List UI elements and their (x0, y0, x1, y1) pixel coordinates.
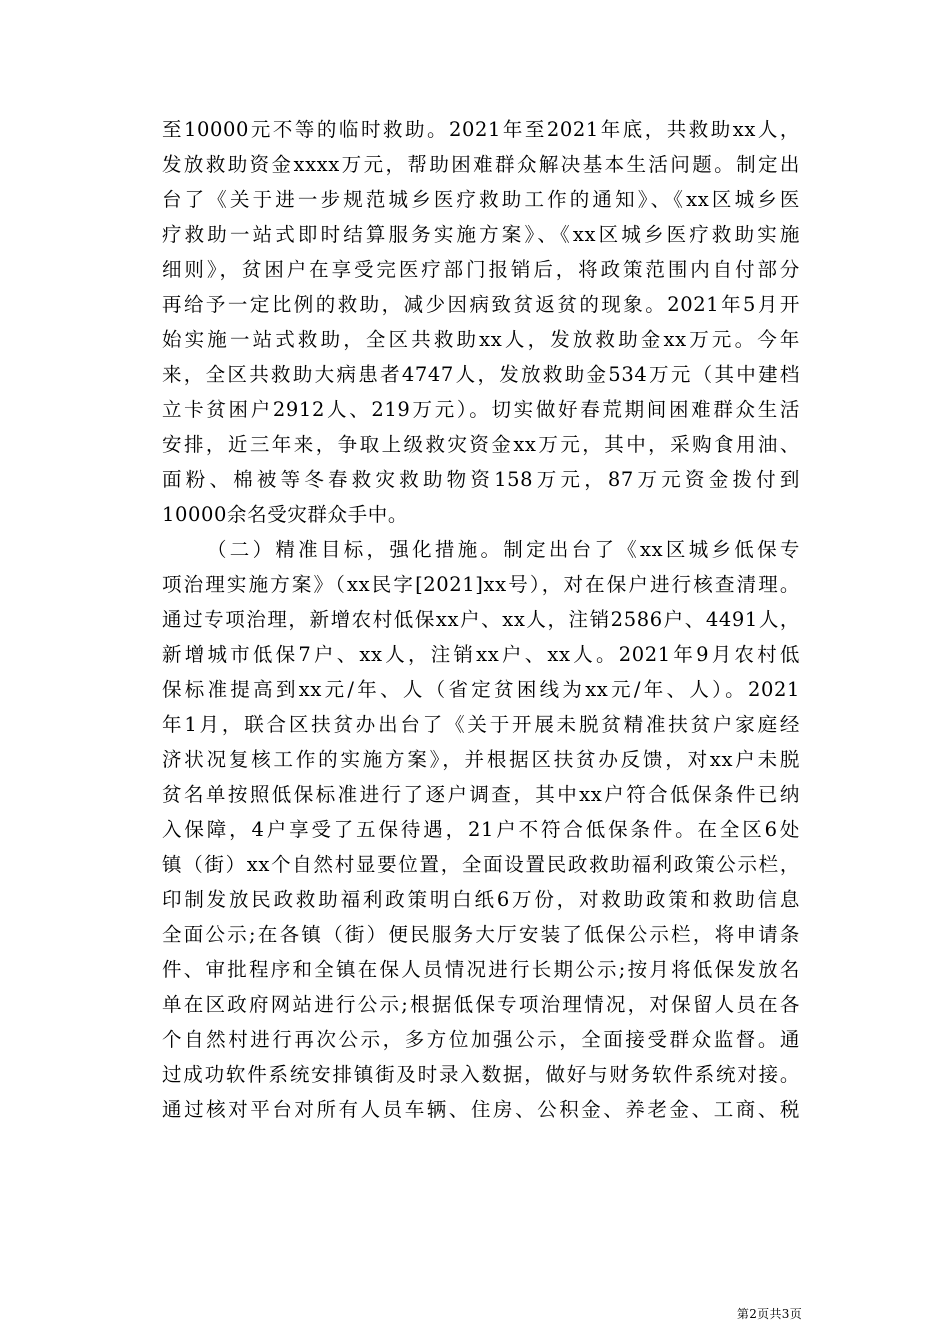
text-line: 通过核对平台对所有人员车辆、住房、公积金、养老金、工商、税 (162, 1098, 800, 1121)
text-line: 入保障，4户享受了五保待遇，21户不符合低保条件。在全区6处 (162, 818, 800, 841)
text-line: 至10000元不等的临时救助。2021年至2021年底，共救助xx人， (162, 118, 800, 141)
text-line: 通过专项治理，新增农村低保xx户、xx人，注销2586户、4491人， (162, 608, 800, 631)
text-line: 济状况复核工作的实施方案》，并根据区扶贫办反馈，对xx户未脱 (162, 748, 800, 771)
text-line: 发放救助资金xxxx万元，帮助困难群众解决基本生活问题。制定出 (162, 153, 800, 176)
text-line: 新增城市低保7户、xx人，注销xx户、xx人。2021年9月农村低 (162, 643, 800, 666)
text-line: 贫名单按照低保标准进行了逐户调查，其中xx户符合低保条件已纳 (162, 783, 800, 806)
text-line: 安排，近三年来，争取上级救灾资金xx万元，其中，采购食用油、 (162, 433, 800, 456)
text-line: 印制发放民政救助福利政策明白纸6万份，对救助政策和救助信息 (162, 888, 800, 911)
text-line: 全面公示;在各镇（街）便民服务大厅安装了低保公示栏，将申请条 (162, 923, 800, 946)
text-line: 面粉、棉被等冬春救灾救助物资158万元，87万元资金拨付到 (162, 468, 800, 491)
text-line: 个自然村进行再次公示，多方位加强公示，全面接受群众监督。通 (162, 1028, 800, 1051)
text-line: 件、审批程序和全镇在保人员情况进行长期公示;按月将低保发放名 (162, 958, 800, 981)
paragraph-first-line: （二）精准目标，强化措施。制定出台了《xx区城乡低保专 (207, 538, 800, 561)
text-line: 项治理实施方案》（xx民字[2021]xx号），对在保户进行核查清理。 (162, 573, 800, 596)
text-line: 始实施一站式救助，全区共救助xx人，发放救助金xx万元。今年 (162, 328, 800, 351)
page-number: 第2页共3页 (736, 1307, 802, 1321)
text-line: 单在区政府网站进行公示;根据低保专项治理情况，对保留人员在各 (162, 993, 800, 1016)
text-line: 疗救助一站式即时结算服务实施方案》、《xx区城乡医疗救助实施 (162, 223, 800, 246)
text-line: 过成功软件系统安排镇街及时录入数据，做好与财务软件系统对接。 (162, 1063, 800, 1086)
text-line: 细则》，贫困户在享受完医疗部门报销后，将政策范围内自付部分 (162, 258, 800, 281)
text-line: 台了《关于进一步规范城乡医疗救助工作的通知》、《xx区城乡医 (162, 188, 800, 211)
text-line: 10000余名受灾群众手中。 (162, 503, 408, 526)
text-line: 来，全区共救助大病患者4747人，发放救助金534万元（其中建档 (162, 363, 800, 386)
document-body (162, 112, 800, 1127)
text-line: 立卡贫困户2912人、219万元）。切实做好春荒期间困难群众生活 (162, 398, 800, 421)
text-line: 镇（街）xx个自然村显要位置，全面设置民政救助福利政策公示栏， (162, 853, 800, 876)
text-line: 保标准提高到xx元/年、人（省定贫困线为xx元/年、人）。2021 (162, 678, 800, 701)
text-line: 再给予一定比例的救助，减少因病致贫返贫的现象。2021年5月开 (162, 293, 800, 316)
text-line: 年1月，联合区扶贫办出台了《关于开展未脱贫精准扶贫户家庭经 (162, 713, 800, 736)
